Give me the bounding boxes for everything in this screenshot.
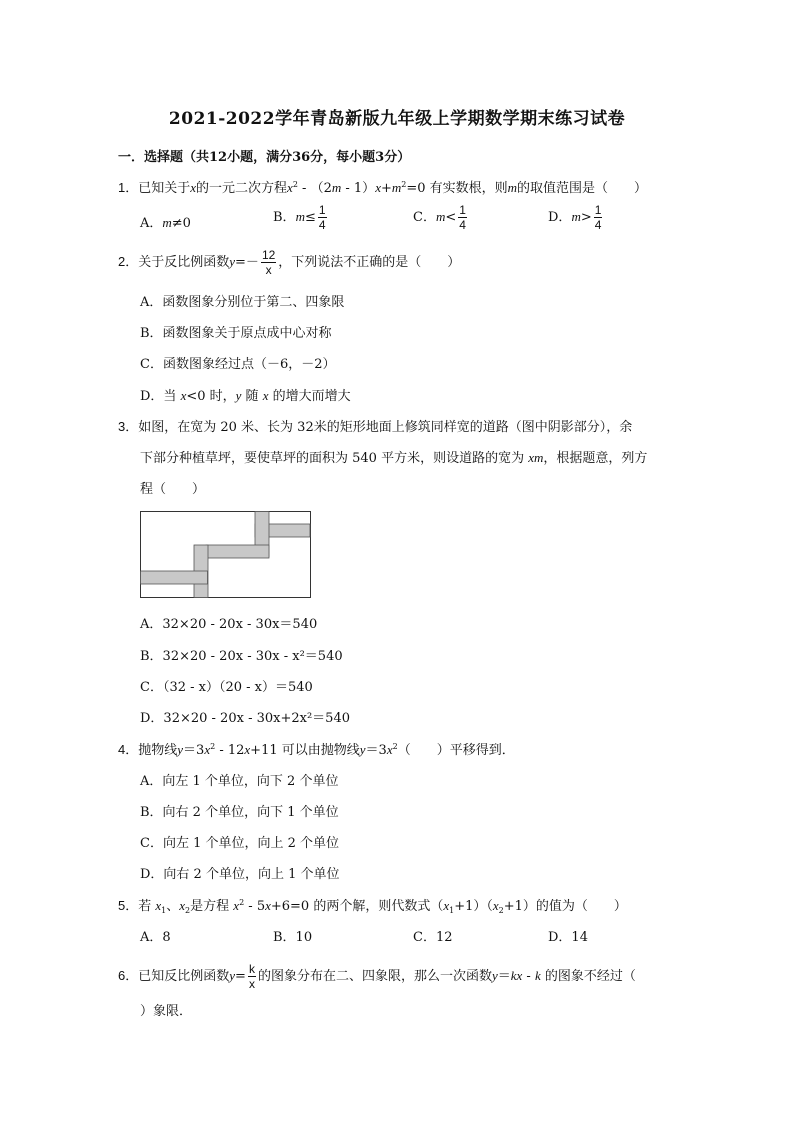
road-join [195, 546, 207, 557]
road-diagram [140, 511, 312, 599]
question-1-option-b[interactable]: B．m≤ $\frac{1}{4}$ [273, 203, 326, 232]
fraction: $\frac{k}{x}$ [248, 962, 255, 991]
question-5-option-b[interactable]: B．10 [273, 930, 313, 945]
question-2-option-b[interactable]: B．函数图象关于原点成中心对称 [140, 326, 332, 341]
question-5-option-a[interactable]: A．8 [140, 930, 171, 945]
question-4-option-d[interactable]: D．向右 2 个单位，向上 1 个单位 [140, 867, 340, 882]
question-3-option-b[interactable]: B．32×20 - 20x - 30x - x²＝540 [140, 649, 343, 664]
question-4-option-b[interactable]: B．向右 2 个单位，向下 1 个单位 [140, 805, 339, 820]
road-join [256, 525, 268, 536]
road-join [256, 546, 268, 557]
question-3-option-a[interactable]: A．32×20 - 20x - 30x＝540 [140, 617, 318, 632]
question-3-stem-line-2: 下部分种植草坪，要使草坪的面积为 540 平方米，则设道路的宽为 xm，根据题意，列方 [140, 450, 648, 466]
fraction: $\frac{1}{4}$ [594, 203, 602, 232]
section-heading: 一．选择题（共12小题，满分36分，每小题3分） [118, 150, 411, 165]
road-join [195, 572, 207, 583]
question-4-option-a[interactable]: A．向左 1 个单位，向下 2 个单位 [140, 774, 339, 789]
question-2-option-c[interactable]: C．函数图象经过点（－6，－2） [140, 357, 336, 372]
question-3-stem-line-1: 3．如图，在宽为 20 米、长为 32米的矩形地面上修筑同样宽的道路（图中阴影部分），余 [118, 419, 633, 435]
question-1-option-a[interactable]: A．m≠0 [140, 215, 191, 231]
question-1-option-d[interactable]: D．m> $\frac{1}{4}$ [548, 203, 602, 232]
question-3-option-c[interactable]: C．（32 - x）（20 - x）＝540 [140, 680, 313, 695]
fraction: $\frac{1}{4}$ [318, 203, 326, 232]
question-1-option-c[interactable]: C．m< $\frac{1}{4}$ [413, 203, 466, 232]
question-6-stem-line-1: 6．已知反比例函数y= $\frac{k}{x}$ 的图象分布在二、四象限，那么一次函数y＝kx - k 的图象不经过（ [118, 962, 636, 991]
fraction: $\frac{1}{4}$ [459, 203, 466, 232]
question-2-option-a[interactable]: A．函数图象分别位于第二、四象限 [140, 295, 345, 310]
question-4-option-c[interactable]: C．向左 1 个单位，向上 2 个单位 [140, 836, 340, 851]
question-4-stem: 4．抛物线$y=3x^2 - 12x+11$ 可以由抛物线$y=3x^2$（ ）平移得到． [118, 742, 515, 758]
question-2-stem: 2．关于反比例函数y=－ $\frac{12}{x}$ ，下列说法不正确的是（ ） [118, 248, 461, 277]
question-1-stem: 1．已知关于x的一元二次方程$x^2 - (2m - 1)x+m^2=0$ 有实数根，则m的取值范围是（ ） [118, 180, 648, 196]
question-5-option-c[interactable]: C．12 [413, 930, 453, 945]
question-6-stem-line-2: ）象限． [140, 1004, 193, 1019]
question-5-stem: 5．若 $x_1$、$x_2$是方程 $x^2 - 5x+6=0$ 的两个解，则代数式$(x_1+1)(x_2+1)$的值为（ ） [118, 898, 627, 915]
question-3-stem-line-3: 程（ ） [140, 482, 206, 497]
question-3-option-d[interactable]: D．32×20 - 20x - 30x+2x²＝540 [140, 711, 350, 726]
question-5-option-d[interactable]: D．14 [548, 930, 588, 945]
question-2-option-d[interactable]: D．当 x<0 时，y 随 x 的增大而增大 [140, 388, 351, 404]
exam-title: 2021-2022学年青岛新版九年级上学期数学期末练习试卷 [168, 109, 626, 129]
fraction: $\frac{12}{x}$ [261, 248, 276, 277]
